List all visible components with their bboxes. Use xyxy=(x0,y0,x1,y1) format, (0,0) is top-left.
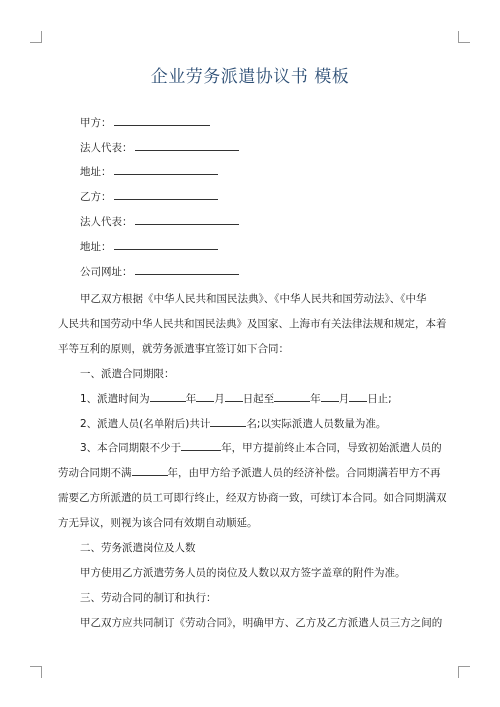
fill-blank xyxy=(135,140,239,151)
item-text: 年 xyxy=(185,393,197,405)
item-text: 月 xyxy=(338,393,350,405)
document-title: 企业劳务派遣协议书 模板 xyxy=(150,67,350,87)
crop-mark-top-left xyxy=(41,31,42,43)
item-text: 年，甲方提前终止本合同，导致初始派遣人员的 xyxy=(221,442,442,454)
item-1 xyxy=(80,388,444,411)
fill-blank xyxy=(135,214,239,225)
crop-mark-bottom-right xyxy=(458,666,459,678)
fill-blank xyxy=(114,164,218,175)
item-text: 日止; xyxy=(367,393,392,405)
crop-mark-bottom-left xyxy=(41,666,42,678)
field-website xyxy=(80,264,239,279)
item-3-line-1 xyxy=(80,437,444,460)
fill-blank xyxy=(321,391,339,402)
crop-mark-top-right xyxy=(458,42,470,43)
section-1-heading: 一、派遣合同期限： xyxy=(80,368,175,380)
item-text: 劳动合同期不满 xyxy=(58,467,132,479)
item-text: 年 xyxy=(310,393,321,405)
item-text: 年，由甲方给予派遣人员的经济补偿。合同期满若甲方不再 xyxy=(167,467,441,479)
item-text: 3、本合同期限不少于 xyxy=(80,442,182,454)
item-3-line-2 xyxy=(58,462,444,485)
section-2-heading: 二、劳务派遣岗位及人数 xyxy=(80,542,196,554)
field-address-b xyxy=(80,239,218,254)
item-text: 2、派遣人员(名单附后)共计 xyxy=(80,418,211,430)
fill-blank xyxy=(114,189,218,200)
field-label: 地址： xyxy=(80,241,112,253)
field-label: 乙方： xyxy=(80,191,112,203)
intro-line-2: 人民共和国劳动中华人民共和国民法典》及国家、上海市有关法律法规和规定，本着 xyxy=(58,318,447,330)
fill-blank xyxy=(114,239,218,250)
field-label: 公司网址： xyxy=(80,266,133,278)
item-text: 1、派遣时间为 xyxy=(80,393,150,405)
crop-mark-top-right xyxy=(458,31,459,43)
item-2 xyxy=(80,413,444,436)
intro-line-3: 平等互利的原则，就劳务派遣事宜签订如下合同： xyxy=(58,343,289,355)
item-3-line-3: 需要乙方所派遣的员工可即行终止，经双方协商一致，可续订本合同。如合同期满双 xyxy=(58,492,447,504)
crop-mark-bottom-right xyxy=(458,666,470,667)
fill-blank xyxy=(135,264,239,275)
field-label: 法人代表： xyxy=(80,216,133,228)
fill-blank xyxy=(132,465,168,476)
intro-line-1: 甲乙双方根据《中华人民共和国民法典》、《中华人民共和国劳动法》、《中华 xyxy=(80,293,427,305)
section-2-paragraph: 甲方使用乙方派遣劳务人员的岗位及人数以双方签字盖章的附件为准。 xyxy=(80,567,406,579)
field-legal-rep-a xyxy=(80,140,239,155)
fill-blank xyxy=(181,440,221,451)
field-label: 法人代表： xyxy=(80,142,133,154)
fill-blank xyxy=(210,416,246,427)
field-party-a xyxy=(80,115,210,130)
item-text: 名;以实际派遣人员数量为准。 xyxy=(246,418,387,430)
field-address-a xyxy=(80,164,218,179)
item-text: 月 xyxy=(214,393,225,405)
item-3-line-4: 方无异议，则视为该合同有效期自动顺延。 xyxy=(58,517,258,529)
fill-blank xyxy=(225,391,243,402)
fill-blank xyxy=(150,391,186,402)
fill-blank xyxy=(349,391,367,402)
field-label: 地址： xyxy=(80,166,112,178)
fill-blank xyxy=(114,115,210,126)
field-party-b xyxy=(80,189,218,204)
section-3-paragraph: 甲乙双方应共同制订《劳动合同》，明确甲方、乙方及乙方派遣人员三方之间的 xyxy=(80,617,443,629)
field-legal-rep-b xyxy=(80,214,239,229)
fill-blank xyxy=(274,391,310,402)
item-text: 日起至 xyxy=(242,393,275,405)
fill-blank xyxy=(196,391,214,402)
field-label: 甲方： xyxy=(80,117,112,129)
section-3-heading: 三、劳动合同的制订和执行： xyxy=(80,592,217,604)
